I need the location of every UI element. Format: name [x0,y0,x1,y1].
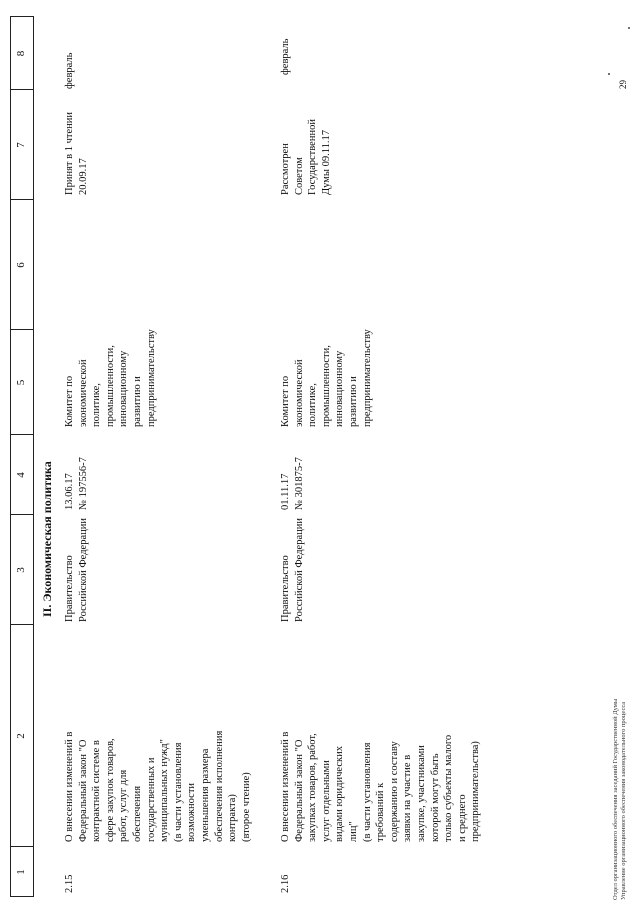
row-2-16-status: Рассмотрен Советом Государственной Думы 09.11.17 [280,119,332,195]
column-number-7: 7 [15,142,27,148]
row-2-15-number: 2.15 [64,874,75,893]
row-2-16-month: февраль [280,38,291,75]
footer-line-1: Отдел организационного обеспечения заседаний Государственной Думы [612,698,619,900]
column-number-6: 6 [15,262,27,268]
page-number: 29 [618,80,628,89]
header-bottom-border [33,17,34,897]
row-2-16-committee: Комитет по экономической политике, промышленности, инновационному развитию и предпринимательству [280,329,373,427]
row-2-16-author: Правительство Российской Федерации [280,518,305,622]
column-number-2: 2 [15,733,27,739]
row-2-16-title: О внесении изменений в Федеральный закон "О закупках товаров, работ, услуг отдельными видами юридических лиц" (в части установления требований к содержанию и составу заявки на участие в закупке, участниками которой могут быть только субъекты малого и среднего предпринимательства) [280,731,482,842]
column-number-4: 4 [15,472,27,478]
scan-speck [628,27,630,29]
row-2-15-status: Принят в 1 чтении 20.09.17 [64,112,89,195]
section-title: II. Экономическая политика [40,461,54,617]
row-2-15-title: О внесении изменений в Федеральный закон "О контрактной системе в сфере закупок товаров, работ, услуг для обеспечения государственных и муниципальных нужд" (в части установления возможности уменьшения размера обеспечения исполнения контракта) (второе чтение) [64,730,252,842]
column-number-3: 3 [15,567,27,573]
row-2-16-number: 2.16 [280,874,291,893]
row-2-15-committee: Комитет по экономической политике, промышленности, инновационному развитию и предпринимательству [64,329,157,427]
column-number-5: 5 [15,379,27,386]
scan-speck [608,73,610,75]
row-2-15-date-reg: 13.06.17 № 197556-7 [64,457,89,510]
header-top-border [10,17,11,897]
row-2-15-month: февраль [64,52,75,89]
column-number-8: 8 [15,50,27,57]
footer-line-2: Управление организационного обеспечения законодательного процесса [620,701,627,900]
row-2-15-author: Правительство Российской Федерации [64,518,89,622]
column-number-1: 1 [15,869,27,875]
row-2-16-date-reg: 01.11.17 № 301875-7 [280,457,305,510]
